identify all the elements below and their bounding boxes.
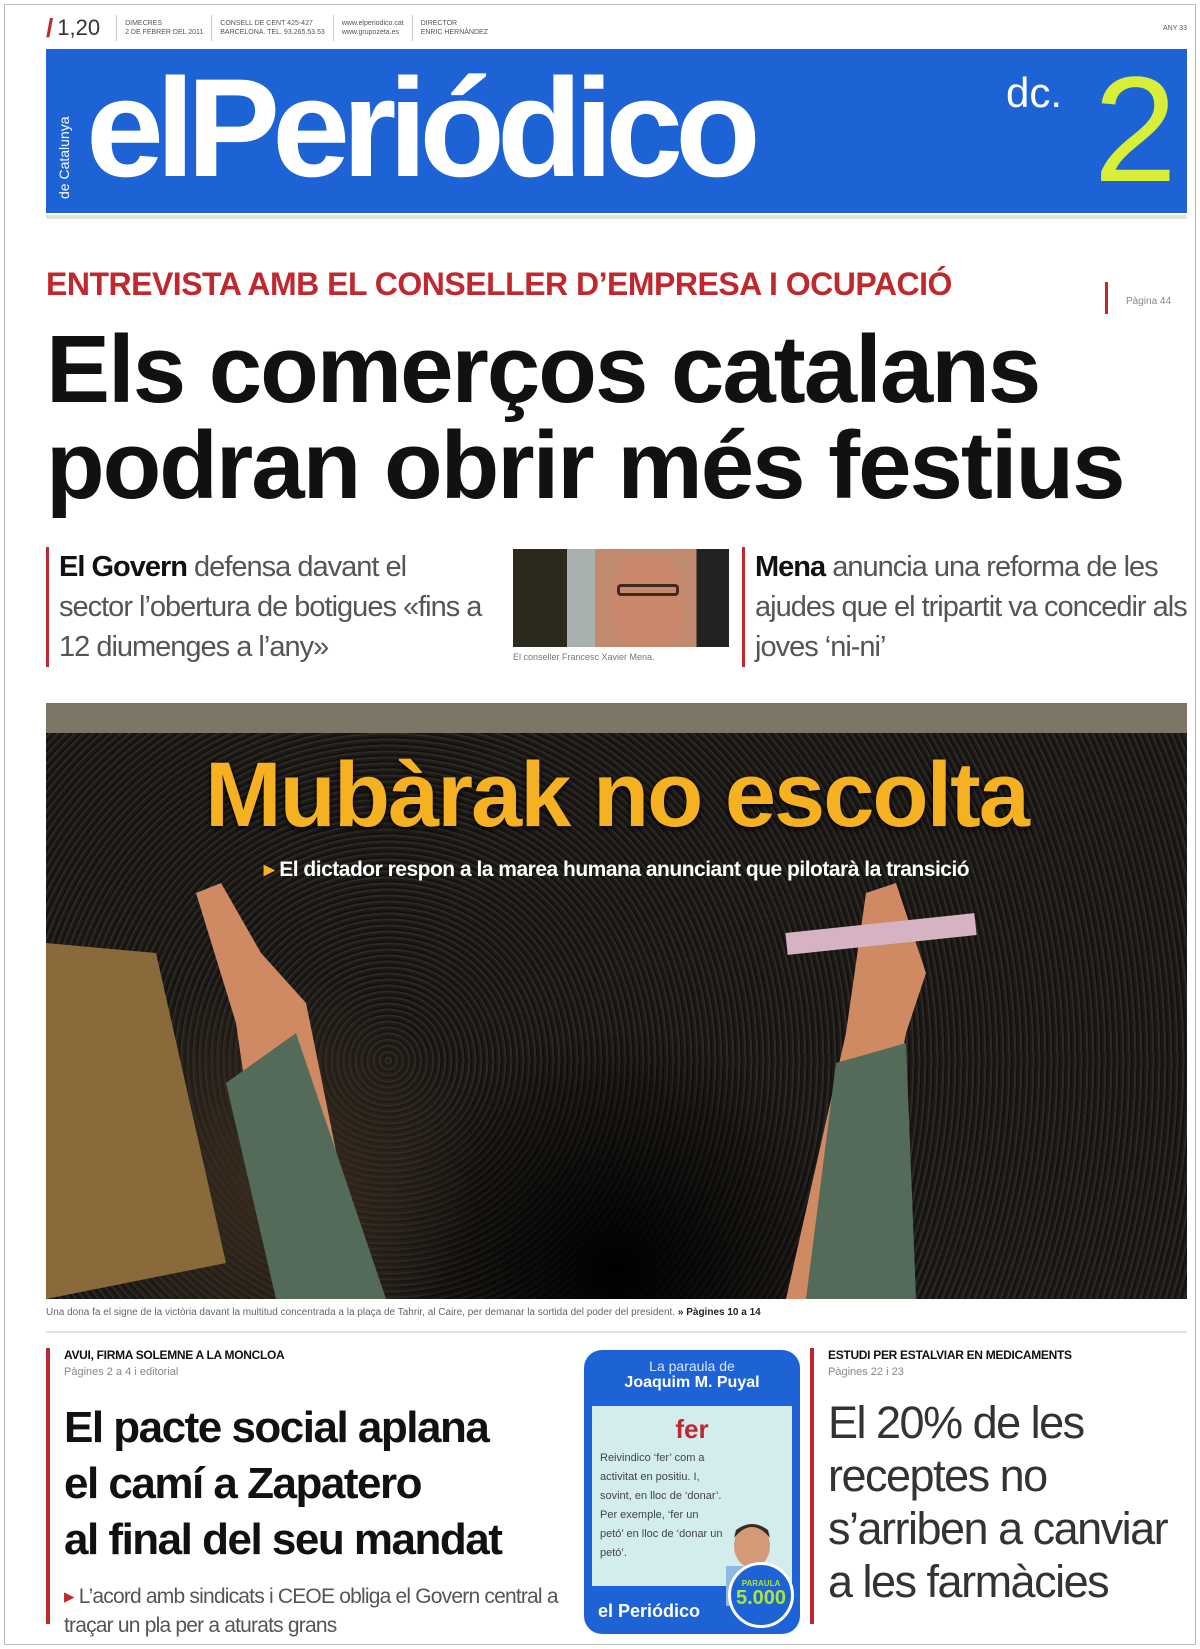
logo: elPeriódico [86, 49, 753, 206]
badge-number: 5.000 [735, 1587, 787, 1609]
subitem-text: anuncia una reforma de les ajudes que el tripartit va concedir als joves ‘ni-ni’ [755, 551, 1187, 663]
headline-line: al final del seu mandat [64, 1515, 502, 1564]
headline-line: s’arriben a canviar [828, 1503, 1168, 1554]
photo-caption: El conseller Francesc Xavier Mena. [513, 652, 655, 662]
logo-slash-icon: / [46, 12, 54, 43]
info-cell [211, 15, 333, 41]
mena-photo [513, 549, 729, 647]
story-pages: Pàgines 2 a 4 i editorial [64, 1366, 179, 1378]
info-line: CONSELL DE CENT 425-427 [220, 20, 313, 27]
headline-line: podran obrir més festius [46, 412, 1124, 519]
info-cell [116, 15, 211, 41]
puyal-intro: La paraula de [649, 1358, 735, 1374]
story-pages: Pàgines 22 i 23 [828, 1366, 904, 1378]
left-story[interactable] [46, 1348, 568, 1637]
caption-text: Una dona fa el signe de la victòria davant la multitud concentrada a la plaça de Tahrir, al Caire, per demanar la sortida del poder del president. [46, 1307, 676, 1318]
lead-subitem-left[interactable] [46, 547, 486, 667]
info-line: DIRECTOR [420, 20, 458, 27]
lead-page-ref: Pàgina 44 [1105, 282, 1171, 314]
puyal-word: fer [675, 1414, 709, 1444]
subitem-bold: El Govern [59, 551, 187, 583]
divider [46, 1331, 1187, 1333]
headline-line: El 20% de les [828, 1397, 1084, 1448]
headline-line: el camí a Zapatero [64, 1459, 421, 1508]
puyal-body [592, 1406, 792, 1586]
story-headline [64, 1400, 568, 1568]
main-headline: Mubàrak no escolta [205, 744, 1028, 846]
face [613, 557, 683, 647]
date-number: 2 [1093, 45, 1177, 213]
subtext: L’acord amb sindicats i CEOE obliga el Govern central a traçar un pla per a aturats grans [64, 1585, 558, 1637]
right-sleeve [806, 1043, 916, 1299]
info-line: 2 DE FEBRER DEL 2011 [125, 29, 204, 36]
bullet-icon: ▸ [263, 858, 280, 881]
puyal-text: Reivindico ‘fer’ com a activitat en positiu. I, sovint, en lloc de ‘donar’. Per exemple, ‘fer un petó’ en lloc de ‘donar un petó’. [600, 1452, 723, 1559]
price-value: 1,20 [57, 15, 101, 40]
puyal-footer: el Periódico [598, 1601, 701, 1621]
price [46, 13, 116, 44]
bullet-icon: ▸ [64, 1585, 79, 1608]
main-photo[interactable] [46, 703, 1187, 1299]
lead-headline[interactable] [46, 316, 1196, 519]
info-line: BARCELONA. TEL. 93.265.53.53 [220, 29, 325, 36]
story-headline [828, 1396, 1187, 1608]
info-line: www.grupozeta.es [341, 29, 400, 36]
subitem-text: defensa davant el sector l’obertura de botigues «fins a 12 diumenges a l’any» [59, 551, 482, 663]
left-sleeve [226, 1033, 386, 1299]
subhead-text: El dictador respon a la marea humana anunciant que pilotarà la transició [279, 858, 970, 881]
weekday: dc. [1005, 69, 1062, 116]
puyal-name: Joaquim M. Puyal [624, 1374, 760, 1391]
info-cell [333, 15, 412, 41]
logo-subtitle: de Catalunya [56, 116, 72, 199]
headline-line: El pacte social aplana [64, 1403, 489, 1452]
buildings [46, 703, 1187, 733]
headline-line: a les farmàcies [828, 1556, 1109, 1607]
story-subtext [64, 1582, 568, 1640]
caption-ref[interactable]: » Pàgines 10 a 14 [677, 1307, 761, 1318]
divider [46, 215, 1187, 219]
headline-line: receptes no [828, 1450, 1047, 1501]
story-kicker: ESTUDI PER ESTALVIAR EN MEDICAMENTS [828, 1348, 1072, 1362]
info-line: DIMECRES [125, 20, 163, 27]
glasses [617, 584, 679, 596]
main-caption [46, 1307, 761, 1318]
puyal-badge [728, 1562, 794, 1628]
subitem-bold: Mena [755, 551, 826, 583]
lead-kicker: ENTREVISTA AMB EL CONSELLER D’EMPRESA I OCUPACIÓ [46, 266, 952, 302]
info-line: ENRIC HERNÀNDEZ [420, 29, 488, 36]
badge-label: PARAULA [741, 1579, 781, 1588]
info-line: www.elperiodico.cat [341, 20, 404, 27]
info-cell [412, 15, 496, 41]
masthead [46, 45, 1187, 213]
story-kicker: AVUI, FIRMA SOLEMNE A LA MONCLOA [64, 1348, 285, 1362]
headline-line: Els comerços catalans [46, 316, 1040, 423]
main-subhead [46, 857, 1187, 883]
edition-number: ANY 33 [1163, 24, 1187, 32]
building-left [46, 943, 226, 1299]
right-story[interactable] [810, 1348, 1187, 1624]
puyal-word-box[interactable] [584, 1350, 800, 1634]
top-info-strip [46, 12, 1187, 44]
lead-subitem-right[interactable] [742, 547, 1187, 667]
